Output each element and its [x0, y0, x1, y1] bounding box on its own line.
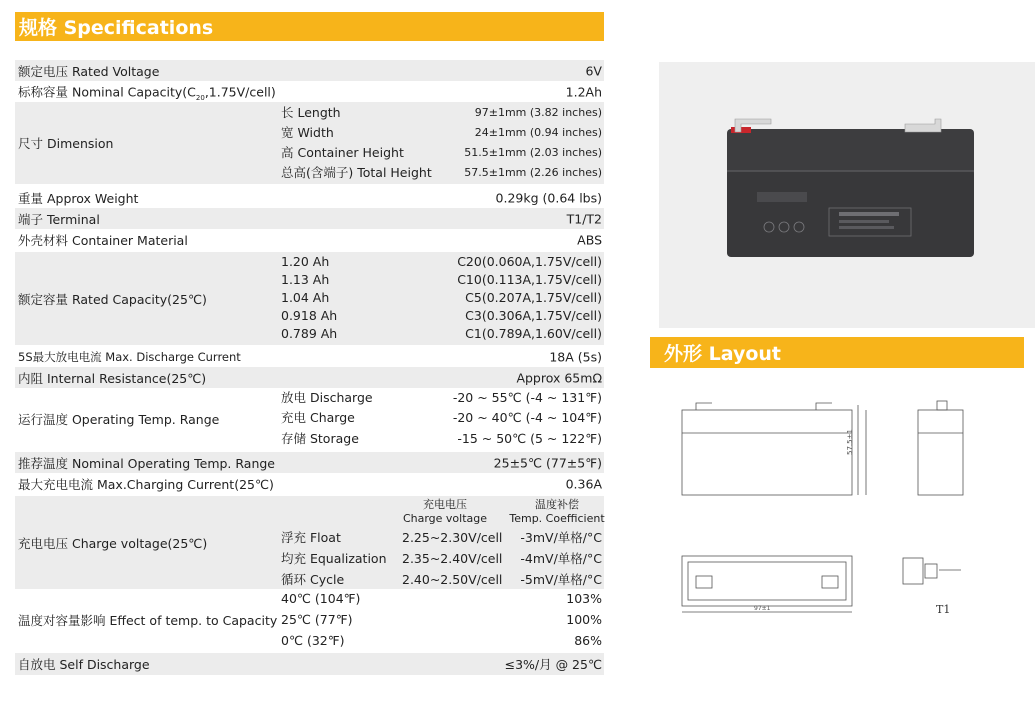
- spec-label: 外壳材料 Container Material: [18, 232, 188, 248]
- spec-row-charge-voltage: [15, 496, 604, 589]
- dimension-length: 长 Length 97±1mm (3.82 inches): [281, 105, 602, 120]
- capacity-c3: 0.918 Ah C3(0.306A,1.75V/cell): [281, 308, 602, 323]
- terminal-t1-label: T1: [936, 603, 951, 616]
- spec-row-internal-resistance: [15, 367, 604, 388]
- temp-effect-40: 40℃ (104℉) 103%: [281, 591, 602, 606]
- spec-label: 额定电压 Rated Voltage: [18, 63, 160, 79]
- spec-label: 自放电 Self Discharge: [18, 657, 150, 672]
- temp-storage: 存储 Storage -15 ~ 50℃ (5 ~ 122℉): [281, 431, 602, 446]
- front-view-drawing: [676, 395, 876, 505]
- spec-value: 6V: [585, 63, 602, 78]
- spec-row-temp-effect: [15, 589, 604, 651]
- spec-row-self-discharge: [15, 653, 604, 675]
- charge-voltage-header: 充电电压 Charge voltage: [402, 498, 488, 525]
- specifications-banner: [15, 12, 604, 41]
- spec-row-container-material: [15, 229, 604, 250]
- spec-label: 内阻 Internal Resistance(25℃): [18, 370, 207, 386]
- battery-illustration: [659, 62, 1035, 328]
- spec-label: 重量 Approx Weight: [18, 190, 139, 206]
- capacity-c5: 1.04 Ah C5(0.207A,1.75V/cell): [281, 290, 602, 305]
- top-view-drawing: [676, 548, 876, 618]
- spec-label: 标称容量 Nominal $Capacity(C_{20},1.75V/cell)$: [18, 83, 276, 102]
- temp-effect-25: 25℃ (77℉) 100%: [281, 612, 602, 627]
- spec-row-max-discharge: [15, 346, 604, 367]
- spec-value: Approx 65mΩ: [516, 370, 602, 385]
- dimension-total-height: 总高(含端子) Total Height 57.5±1mm (2.26 inches): [281, 165, 602, 180]
- temp-charge: 充电 Charge -20 ~ 40℃ (-4 ~ 104℉): [281, 410, 602, 425]
- spec-row-dimension: [15, 102, 604, 184]
- charge-cycle: 循环 Cycle 2.40~2.50V/cell -5mV/单格/°C: [281, 572, 602, 587]
- spec-row-terminal: [15, 208, 604, 229]
- spec-value: ABS: [577, 232, 602, 247]
- spec-row-nominal-temp: [15, 452, 604, 473]
- dimension-container-height: 高 Container Height 51.5±1mm (2.03 inches): [281, 145, 602, 160]
- spec-value: T1/T2: [566, 211, 602, 226]
- dimension-width: 宽 Width 24±1mm (0.94 inches): [281, 125, 602, 140]
- terminal-detail-drawing: [895, 548, 965, 598]
- dim-total-height: 57.5±1: [846, 429, 854, 455]
- specifications-title: 规格 Specifications: [19, 17, 214, 39]
- spec-value: 25±5℃ (77±5℉): [493, 455, 602, 470]
- capacity-c1: 0.789 Ah C1(0.789A,1.60V/cell): [281, 326, 602, 341]
- spec-label: 最大充电电流 Max.Charging Current(25℃): [18, 476, 274, 492]
- spec-label: 温度对容量影响 Effect of temp. to Capacity: [18, 613, 278, 628]
- spec-row-operating-temp: [15, 388, 604, 450]
- spec-row-rated-capacity: [15, 252, 604, 345]
- spec-label: 额定容量 Rated Capacity(25℃): [18, 291, 207, 307]
- battery-photo: [659, 62, 1035, 328]
- capacity-c10: 1.13 Ah C10(0.113A,1.75V/cell): [281, 272, 602, 287]
- temp-coefficient-header: 温度补偿 Temp. Coefficient: [509, 498, 605, 525]
- spec-row-rated-voltage: [15, 60, 604, 81]
- spec-value: 0.36A: [565, 476, 602, 491]
- spec-row-max-charging: [15, 473, 604, 494]
- spec-row-nominal-capacity: [15, 81, 604, 102]
- spec-value: ≤3%/月 @ 25℃: [504, 657, 602, 672]
- spec-value: 18A (5s): [549, 349, 602, 364]
- temp-effect-0: 0℃ (32℉) 86%: [281, 633, 602, 648]
- spec-label: 运行温度 Operating Temp. Range: [18, 412, 220, 427]
- spec-label: 尺寸 Dimension: [18, 136, 114, 151]
- capacity-c20: 1.20 Ah C20(0.060A,1.75V/cell): [281, 254, 602, 269]
- spec-value: 1.2Ah: [565, 84, 602, 99]
- side-view-drawing: [912, 395, 972, 505]
- layout-banner: [650, 337, 1024, 368]
- temp-discharge: 放电 Discharge -20 ~ 55℃ (-4 ~ 131℉): [281, 390, 602, 405]
- spec-label: 推荐温度 Nominal Operating Temp. Range: [18, 455, 275, 471]
- spec-label: 充电电压 Charge voltage(25℃): [18, 535, 208, 551]
- spec-value: 0.29kg (0.64 lbs): [495, 190, 602, 205]
- spec-label: 端子 Terminal: [18, 211, 100, 227]
- charge-float: 浮充 Float 2.25~2.30V/cell -3mV/单格/°C: [281, 530, 602, 545]
- charge-equalization: 均充 Equalization 2.35~2.40V/cell -4mV/单格/°C: [281, 551, 602, 566]
- dim-length: 97±1: [754, 605, 771, 612]
- spec-row-weight: [15, 187, 604, 208]
- spec-label: 5S最大放电电流 Max. Discharge Current: [18, 349, 241, 364]
- layout-title: 外形 Layout: [664, 343, 782, 365]
